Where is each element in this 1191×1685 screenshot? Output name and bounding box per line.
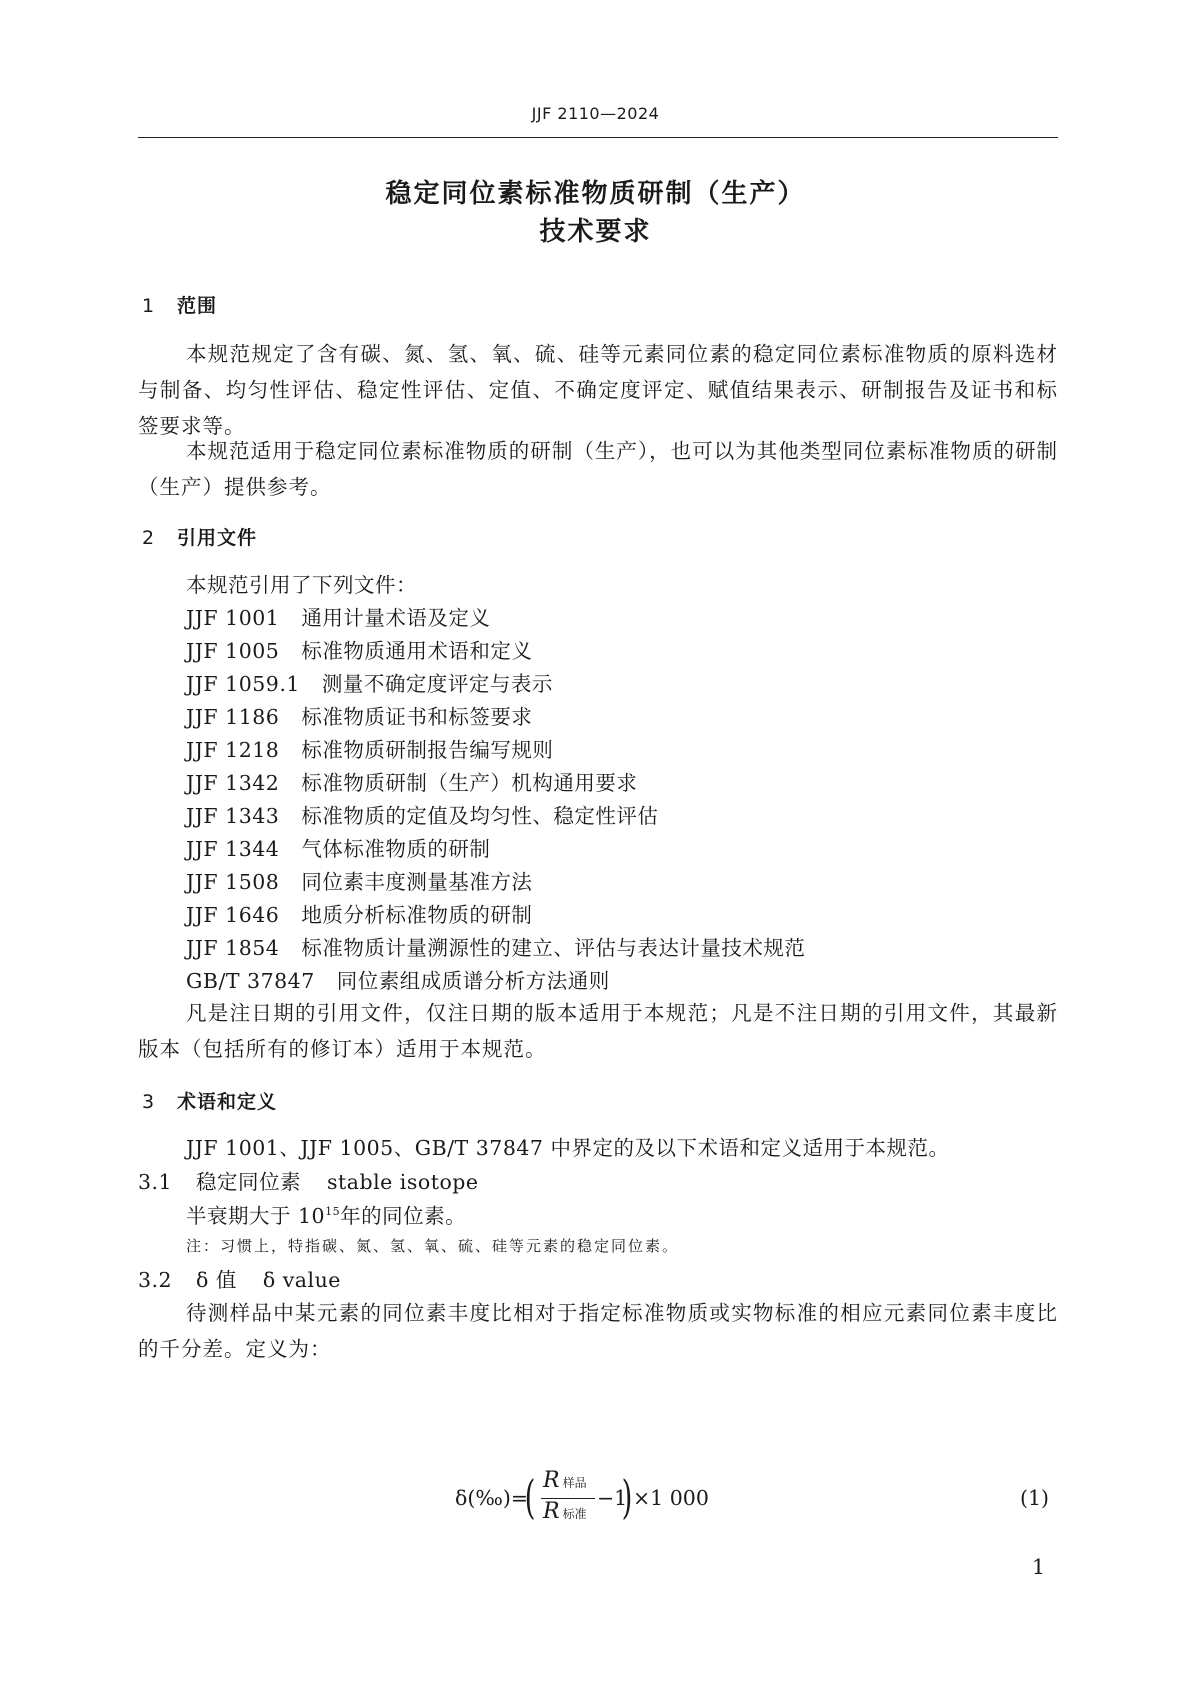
reference-title: 同位素组成质谱分析方法通则 — [336, 969, 610, 993]
document-code: JJF 2110—2024 — [531, 104, 660, 123]
left-paren: ( — [524, 1470, 536, 1524]
delta-formula — [455, 1470, 755, 1530]
section-2-title: 引用文件 — [177, 527, 258, 549]
right-paren: ) — [621, 1470, 633, 1524]
formula-multiplier: ×1 000 — [633, 1486, 709, 1510]
section-2-heading — [142, 523, 257, 550]
reference-item — [186, 700, 532, 730]
reference-title: 标准物质计量溯源性的建立、评估与表达计量技术规范 — [301, 936, 806, 960]
reference-item — [186, 799, 658, 829]
section-2-number: 2 — [142, 527, 156, 549]
reference-title: 测量不确定度评定与表示 — [321, 672, 553, 696]
title-line-2: 技术要求 — [539, 217, 652, 247]
reference-item — [186, 931, 805, 961]
section-1-heading — [142, 291, 217, 318]
reference-item — [186, 733, 553, 763]
references-closing: 凡是注日期的引用文件，仅注日期的版本适用于本规范；凡是不注日期的引用文件，其最新版本（包括所有的修订本）适用于本规范。 — [138, 1001, 1058, 1061]
reference-title: 标准物质通用术语和定义 — [301, 639, 533, 663]
reference-code: GB/T 37847 — [186, 969, 315, 993]
reference-code: JJF 1001 — [186, 606, 280, 630]
reference-item — [186, 766, 637, 796]
term-3-2-number: 3.2 — [138, 1268, 173, 1292]
reference-code: JJF 1854 — [186, 936, 280, 960]
term-3-1-heading — [138, 1165, 479, 1195]
reference-item — [186, 964, 610, 994]
reference-code: JJF 1343 — [186, 804, 280, 828]
term-3-1-definition — [186, 1199, 466, 1229]
section-3-heading — [142, 1087, 277, 1114]
reference-item — [186, 832, 490, 862]
reference-item — [186, 601, 490, 631]
reference-code: JJF 1508 — [186, 870, 280, 894]
reference-item — [186, 634, 532, 664]
reference-title: 标准物质证书和标签要求 — [301, 705, 533, 729]
term-3-2-definition: 待测样品中某元素的同位素丰度比相对于指定标准物质或实物标准的相应元素同位素丰度比的千分差。定义为： — [138, 1301, 1058, 1361]
term-3-2-heading — [138, 1263, 341, 1293]
formula-lhs: δ(‰)= — [455, 1486, 529, 1510]
numerator-subscript: 样品 — [562, 1476, 587, 1490]
section-3-number: 3 — [142, 1091, 156, 1113]
reference-code: JJF 1342 — [186, 771, 280, 795]
reference-title: 气体标准物质的研制 — [301, 837, 491, 861]
references-intro: 本规范引用了下列文件： — [186, 573, 417, 597]
reference-code: JJF 1218 — [186, 738, 280, 762]
section-1-title: 范围 — [177, 295, 218, 317]
reference-title: 标准物质研制报告编写规则 — [301, 738, 554, 762]
section-3-title: 术语和定义 — [177, 1091, 278, 1113]
reference-title: 标准物质的定值及均匀性、稳定性评估 — [301, 804, 659, 828]
term-3-1-english: stable isotope — [327, 1170, 479, 1194]
definition-prefix: 半衰期大于 10 — [186, 1204, 326, 1228]
reference-item — [186, 865, 532, 895]
term-3-2-chinese: δ 值 — [196, 1268, 237, 1292]
reference-title: 地质分析标准物质的研制 — [301, 903, 533, 927]
reference-code: JJF 1186 — [186, 705, 280, 729]
reference-title: 同位素丰度测量基准方法 — [301, 870, 533, 894]
title-line-1: 稳定同位素标准物质研制（生产） — [385, 179, 806, 209]
reference-title: 标准物质研制（生产）机构通用要求 — [301, 771, 638, 795]
section-1-number: 1 — [142, 295, 156, 317]
reference-item — [186, 898, 532, 928]
formula-minus-one: −1 — [597, 1486, 628, 1510]
reference-title: 通用计量术语及定义 — [301, 606, 491, 630]
reference-code: JJF 1646 — [186, 903, 280, 927]
definition-suffix: 年的同位素。 — [340, 1204, 467, 1228]
section-1-paragraph-2: 本规范适用于稳定同位素标准物质的研制（生产），也可以为其他类型同位素标准物质的研制（生产）提供参考。 — [138, 439, 1058, 499]
section-1-paragraph-1: 本规范规定了含有碳、氮、氢、氧、硫、硅等元素同位素的稳定同位素标准物质的原料选材与制备、均匀性评估、稳定性评估、定值、不确定度评定、赋值结果表示、研制报告及证书和标签要求等。 — [138, 342, 1058, 438]
terms-intro: JJF 1001、JJF 1005、GB/T 37847 中界定的及以下术语和定义适用于本规范。 — [186, 1136, 950, 1160]
formula-numerator: R样品 — [543, 1468, 587, 1493]
page-number: 1 — [1032, 1555, 1046, 1579]
denominator-subscript: 标准 — [562, 1507, 587, 1521]
header-rule — [138, 137, 1058, 138]
term-3-1-note: 注：习惯上，特指碳、氮、氢、氧、硫、硅等元素的稳定同位素。 — [186, 1237, 680, 1255]
term-3-1-number: 3.1 — [138, 1170, 173, 1194]
reference-code: JJF 1059.1 — [186, 672, 300, 696]
term-3-1-chinese: 稳定同位素 — [196, 1170, 301, 1194]
reference-code: JJF 1005 — [186, 639, 280, 663]
equation-number: (1) — [1020, 1486, 1050, 1510]
term-3-2-english: δ value — [262, 1268, 341, 1292]
reference-item — [186, 667, 553, 697]
definition-exponent: 15 — [325, 1205, 341, 1219]
formula-denominator: R标准 — [543, 1499, 587, 1524]
reference-code: JJF 1344 — [186, 837, 280, 861]
